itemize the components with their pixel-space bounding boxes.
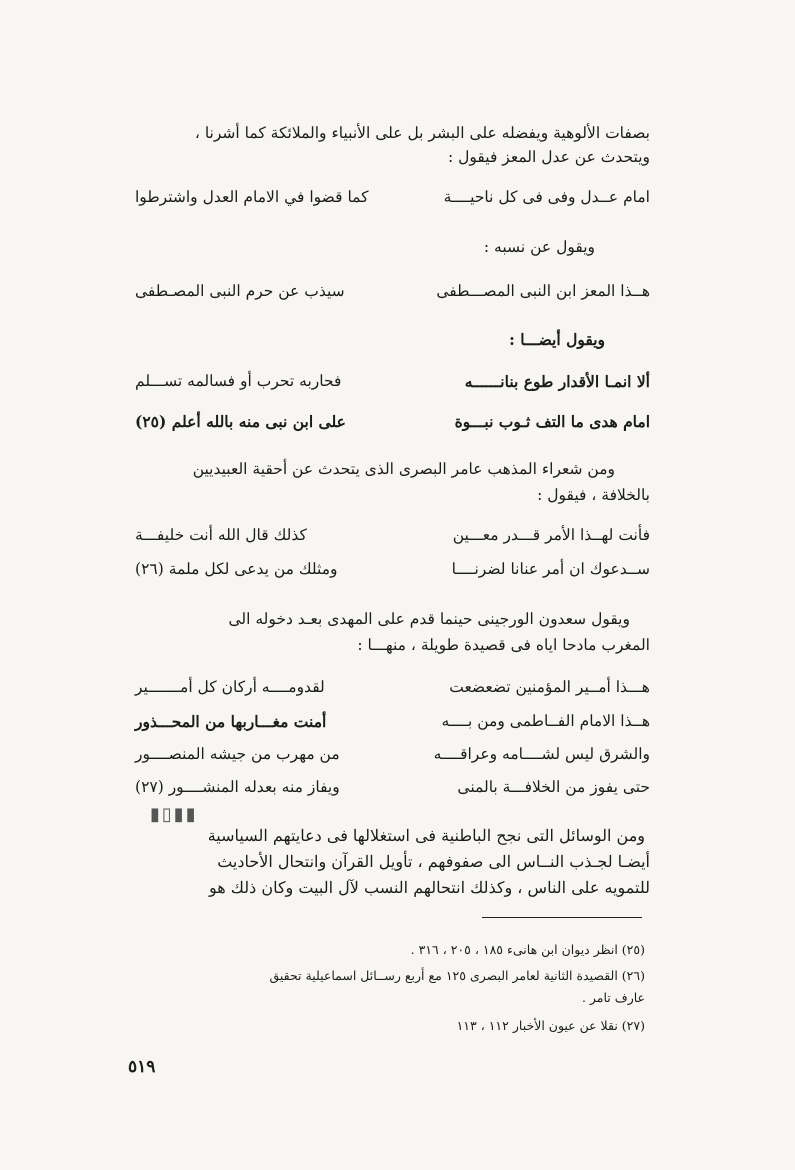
verse-1-hemistich-2: كما قضوا في الامام العدل واشترطوا: [135, 188, 369, 206]
verse-4a-hemistich-2: كذلك قال الله أنت خليفـــة: [135, 526, 307, 544]
paragraph-3-line-2: المغرب مادحا اياه فى قصيدة طويلة ، منهـــا :: [357, 636, 650, 654]
verse-3b-hemistich-2: على ابن نبى منه بالله أعلم (٢٥): [135, 412, 346, 431]
verse-3a-hemistich-2: فحاربه تحرب أو فسالمه تســـلم: [135, 372, 342, 390]
intro-aydan: ويقول أيضـــا :: [509, 330, 605, 349]
verse-1-hemistich-1: امام عــدل وفى فى كل ناحيــــة: [443, 188, 650, 206]
paragraph-1-line-1: بصفات الألوهية ويفضله على البشر بل على الأنبياء والملائكة كما أشرنا ،: [194, 124, 650, 142]
verse-3a-hemistich-1: ألا انمـا الأقدار طوع بنانــــــه: [464, 372, 650, 391]
verse-5b-hemistich-2: أمنت مغـــاربها من المحـــذور: [135, 712, 327, 731]
paragraph-1-line-2: ويتحدث عن عدل المعز فيقول :: [448, 148, 650, 166]
verse-5c-hemistich-1: والشرق ليس لشــــامه وعراقــــه: [433, 745, 650, 763]
footnote-25: (٢٥) انظر ديوان ابن هانىء ١٨٥ ، ٢٠٥ ، ٣١٦ .: [410, 942, 645, 957]
page-number: ٥١٩: [128, 1057, 156, 1077]
paragraph-4-line-3: للتمويه على الناس ، وكذلك انتحالهم النسب لآل البيت وكان ذلك هو: [208, 878, 650, 897]
footnote-separator: [482, 917, 642, 918]
verse-5a-hemistich-2: لقدومــــه أركان كل أمـــــــير: [135, 678, 325, 696]
footnote-26-line-2: عارف تامر .: [581, 990, 645, 1005]
verse-3b-hemistich-1: امام هدى ما التف ثـوب نبـــوة: [454, 412, 650, 431]
verse-4a-hemistich-1: فأنت لهــذا الأمر قـــدر معـــين: [452, 526, 650, 544]
verse-5c-hemistich-2: من مهرب من جيشه المنصــــور: [135, 745, 340, 763]
intro-nasab: ويقول عن نسبه :: [483, 238, 595, 256]
paragraph-2-line-1: ومن شعراء المذهب عامر البصرى الذى يتحدث عن أحقية العبيديين: [192, 460, 615, 478]
paragraph-4-line-2: أيضـا لجـذب النــاس الى صفوفهم ، تأويل القرآن وانتحال الأحاديث: [217, 852, 650, 871]
verse-2-hemistich-2: سيذب عن حرم النبى المصـطفى: [135, 282, 345, 300]
verse-5b-hemistich-1: هــذا الامام الفــاطمى ومن بــــه: [441, 712, 650, 730]
footnote-27: (٢٧) نقلا عن عيون الأخبار ١١٢ ، ١١٣: [456, 1018, 645, 1033]
verse-5d-hemistich-1: حتى يفوز من الخلافـــة بالمنى: [457, 778, 650, 796]
ink-smudge: ▮▯▮▮: [150, 804, 198, 825]
paragraph-3-line-1: ويقول سعدون الورجينى حينما قدم على المهدى بعـد دخوله الى: [228, 610, 630, 628]
verse-4b-hemistich-2: ومثلك من يدعى لكل ملمة (٢٦): [135, 560, 338, 578]
paragraph-4-line-1: ومن الوسائل التى نجح الباطنية فى استغلالها فى دعايتهم السياسية: [207, 826, 645, 845]
paragraph-2-line-2: بالخلافة ، فيقول :: [537, 486, 650, 504]
verse-5a-hemistich-1: هـــذا أمــير المؤمنين تضعضعت: [449, 678, 650, 696]
footnote-26-line-1: (٢٦) القصيدة الثانية لعامر البصرى ١٢٥ مع أربع رســائل اسماعيلية تحقيق: [269, 968, 645, 983]
verse-5d-hemistich-2: ويفاز منه بعدله المنشــــور (٢٧): [135, 778, 340, 796]
verse-2-hemistich-1: هــذا المعز ابن النبى المصـــطفى: [436, 282, 650, 300]
verse-4b-hemistich-1: ســدعوك ان أمر عنانا لضرنــــا: [451, 560, 650, 578]
